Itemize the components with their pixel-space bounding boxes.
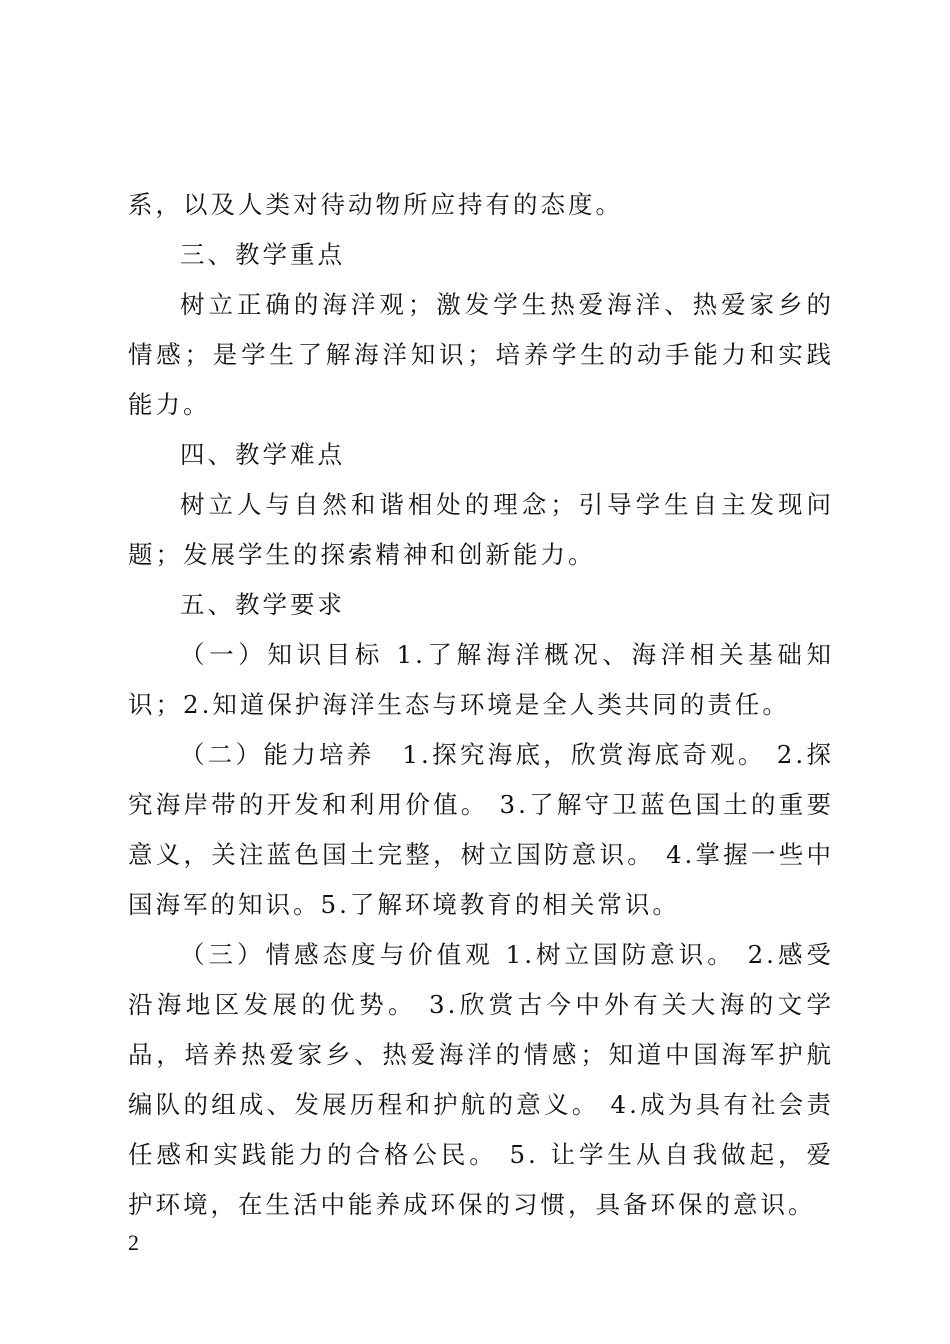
paragraph-ability-training: （二）能力培养 1.探究海底，欣赏海底奇观。 2.探究海岸带的开发和利用价值。 3.了解守卫蓝色国土的重要意义，关注蓝色国土完整，树立国防意识。 4.掌握一些中国海军的知识。5.了解环境教育的相关常识。	[128, 740, 834, 919]
paragraph-continuation: 系，以及人类对待动物所应持有的态度。	[128, 190, 623, 219]
section-heading-teaching-focus: 三、教学重点	[180, 240, 345, 269]
section-heading-teaching-difficulties: 四、教学难点	[180, 440, 345, 469]
paragraph-teaching-focus: 树立正确的海洋观；激发学生热爱海洋、热爱家乡的情感；是学生了解海洋知识；培养学生的动手能力和实践能力。	[128, 290, 834, 419]
document-body	[128, 180, 834, 1230]
paragraph-teaching-difficulties: 树立人与自然和谐相处的理念；引导学生自主发现问题；发展学生的探索精神和创新能力。	[128, 490, 834, 569]
paragraph-emotion-values: （三）情感态度与价值观 1.树立国防意识。 2.感受沿海地区发展的优势。 3.欣赏古今中外有关大海的文学品，培养热爱家乡、热爱海洋的情感；知道中国海军护航编队的组成、发展历程和护航的意义。 4.成为具有社会责任感和实践能力的合格公民。 5. 让学生从自我做起，爱护环境，在生活中能养成环保的习惯，具备环保的意识。	[128, 940, 834, 1219]
section-heading-teaching-requirements: 五、教学要求	[180, 590, 345, 619]
paragraph-knowledge-goals: （一）知识目标 1.了解海洋概况、海洋相关基础知识；2.知道保护海洋生态与环境是全人类共同的责任。	[128, 640, 834, 719]
page-number: 2	[128, 1230, 139, 1255]
